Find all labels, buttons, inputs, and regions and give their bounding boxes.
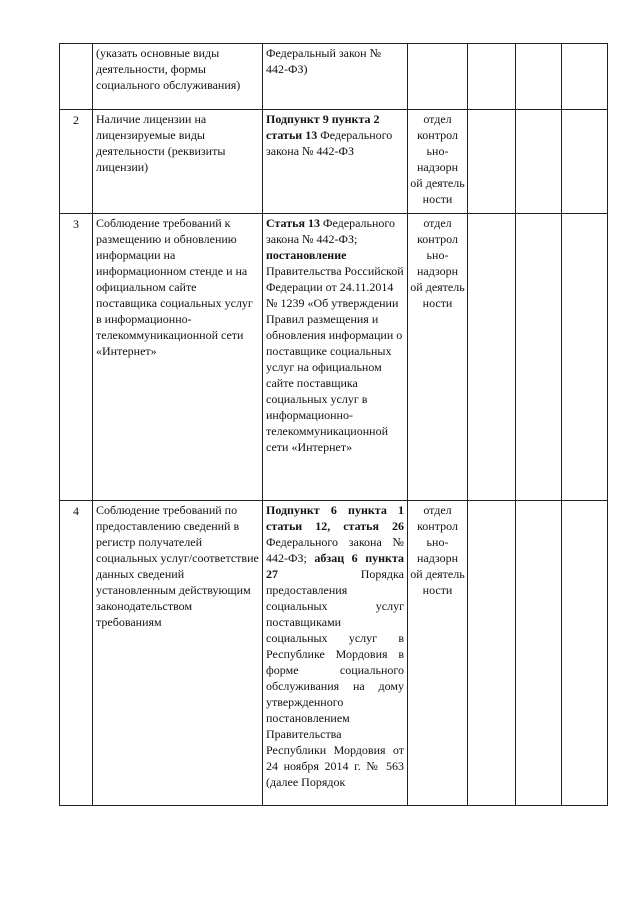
table-row: [60, 110, 608, 214]
legal-reference-text: Федерального закона № 442-ФЗ;: [266, 216, 396, 246]
table-row: [60, 214, 608, 501]
empty-cell: [516, 501, 562, 806]
empty-cell: [468, 501, 516, 806]
empty-cell: [516, 44, 562, 110]
empty-cell: [468, 44, 516, 110]
row-number: 3: [60, 214, 93, 501]
empty-cell: [562, 214, 608, 501]
empty-cell: [468, 110, 516, 214]
requirement-cell: Соблюдение требований по предоставлению сведений в регистр получателей социальных услуг/соответствие данных сведений установленным действующим законодательством требованиям: [93, 501, 263, 806]
table-body: [60, 44, 608, 806]
legal-reference-text: Федеральный закон № 442-ФЗ): [266, 46, 382, 76]
legal-reference-text: Федерального закона № 442-ФЗ: [266, 128, 393, 158]
legal-reference-text: Федерального закона № 442-ФЗ;: [266, 535, 404, 565]
legal-basis-cell: [263, 501, 408, 806]
legal-reference-bold: абзац 6 пункта 27: [266, 551, 404, 581]
table-row: [60, 44, 608, 110]
row-number: 4: [60, 501, 93, 806]
requirement-cell: Наличие лицензии на лицензируемые виды деятельности (реквизиты лицензии): [93, 110, 263, 214]
empty-cell: [516, 214, 562, 501]
empty-cell: [562, 110, 608, 214]
responsible-department-cell: [408, 44, 468, 110]
legal-reference-bold: постановление: [266, 248, 347, 262]
requirement-cell: Соблюдение требований к размещению и обновлению информации на информационном стенде и на официальном сайте поставщика социальных услуг в информационно-телекоммуникационной сети «Интернет»: [93, 214, 263, 501]
empty-cell: [468, 214, 516, 501]
checklist-table: [59, 43, 608, 806]
empty-cell: [516, 110, 562, 214]
empty-cell: [562, 44, 608, 110]
responsible-department-cell: отдел контрол ьно-надзорн ой деятель ности: [408, 501, 468, 806]
empty-cell: [562, 501, 608, 806]
row-number: 2: [60, 110, 93, 214]
responsible-department-cell: отдел контрол ьно-надзорн ой деятель ности: [408, 110, 468, 214]
legal-reference-bold: Статья 13: [266, 216, 320, 230]
responsible-department-cell: отдел контрол ьно-надзорн ой деятель ности: [408, 214, 468, 501]
row-number: [60, 44, 93, 110]
legal-basis-cell: [263, 214, 408, 501]
legal-basis-cell: [263, 110, 408, 214]
table-row: [60, 501, 608, 806]
legal-reference-bold: Подпункт 9 пункта 2 статьи 13: [266, 112, 380, 142]
legal-reference-text: Правительства Российской Федерации от 24.11.2014 № 1239 «Об утверждении Правил размещения и обновления информации о поставщике социальных услуг на официальном сайте поставщика социальных услуг в информационно-телекоммуникационной сети «Интернет»: [266, 264, 404, 454]
legal-reference-bold: Подпункт 6 пункта 1 статьи 12, статья 26: [266, 503, 404, 533]
legal-reference-text: Порядка предоставления социальных услуг поставщиками социальных услуг в Республике Мордовия в форме социального обслуживания на дому утвержденного постановлением Правительства Республики Мордовия от 24 ноября 2014 г. № 563 (далее Порядок: [266, 567, 404, 789]
legal-basis-cell: [263, 44, 408, 110]
requirement-cell: (указать основные виды деятельности, формы социального обслуживания): [93, 44, 263, 110]
